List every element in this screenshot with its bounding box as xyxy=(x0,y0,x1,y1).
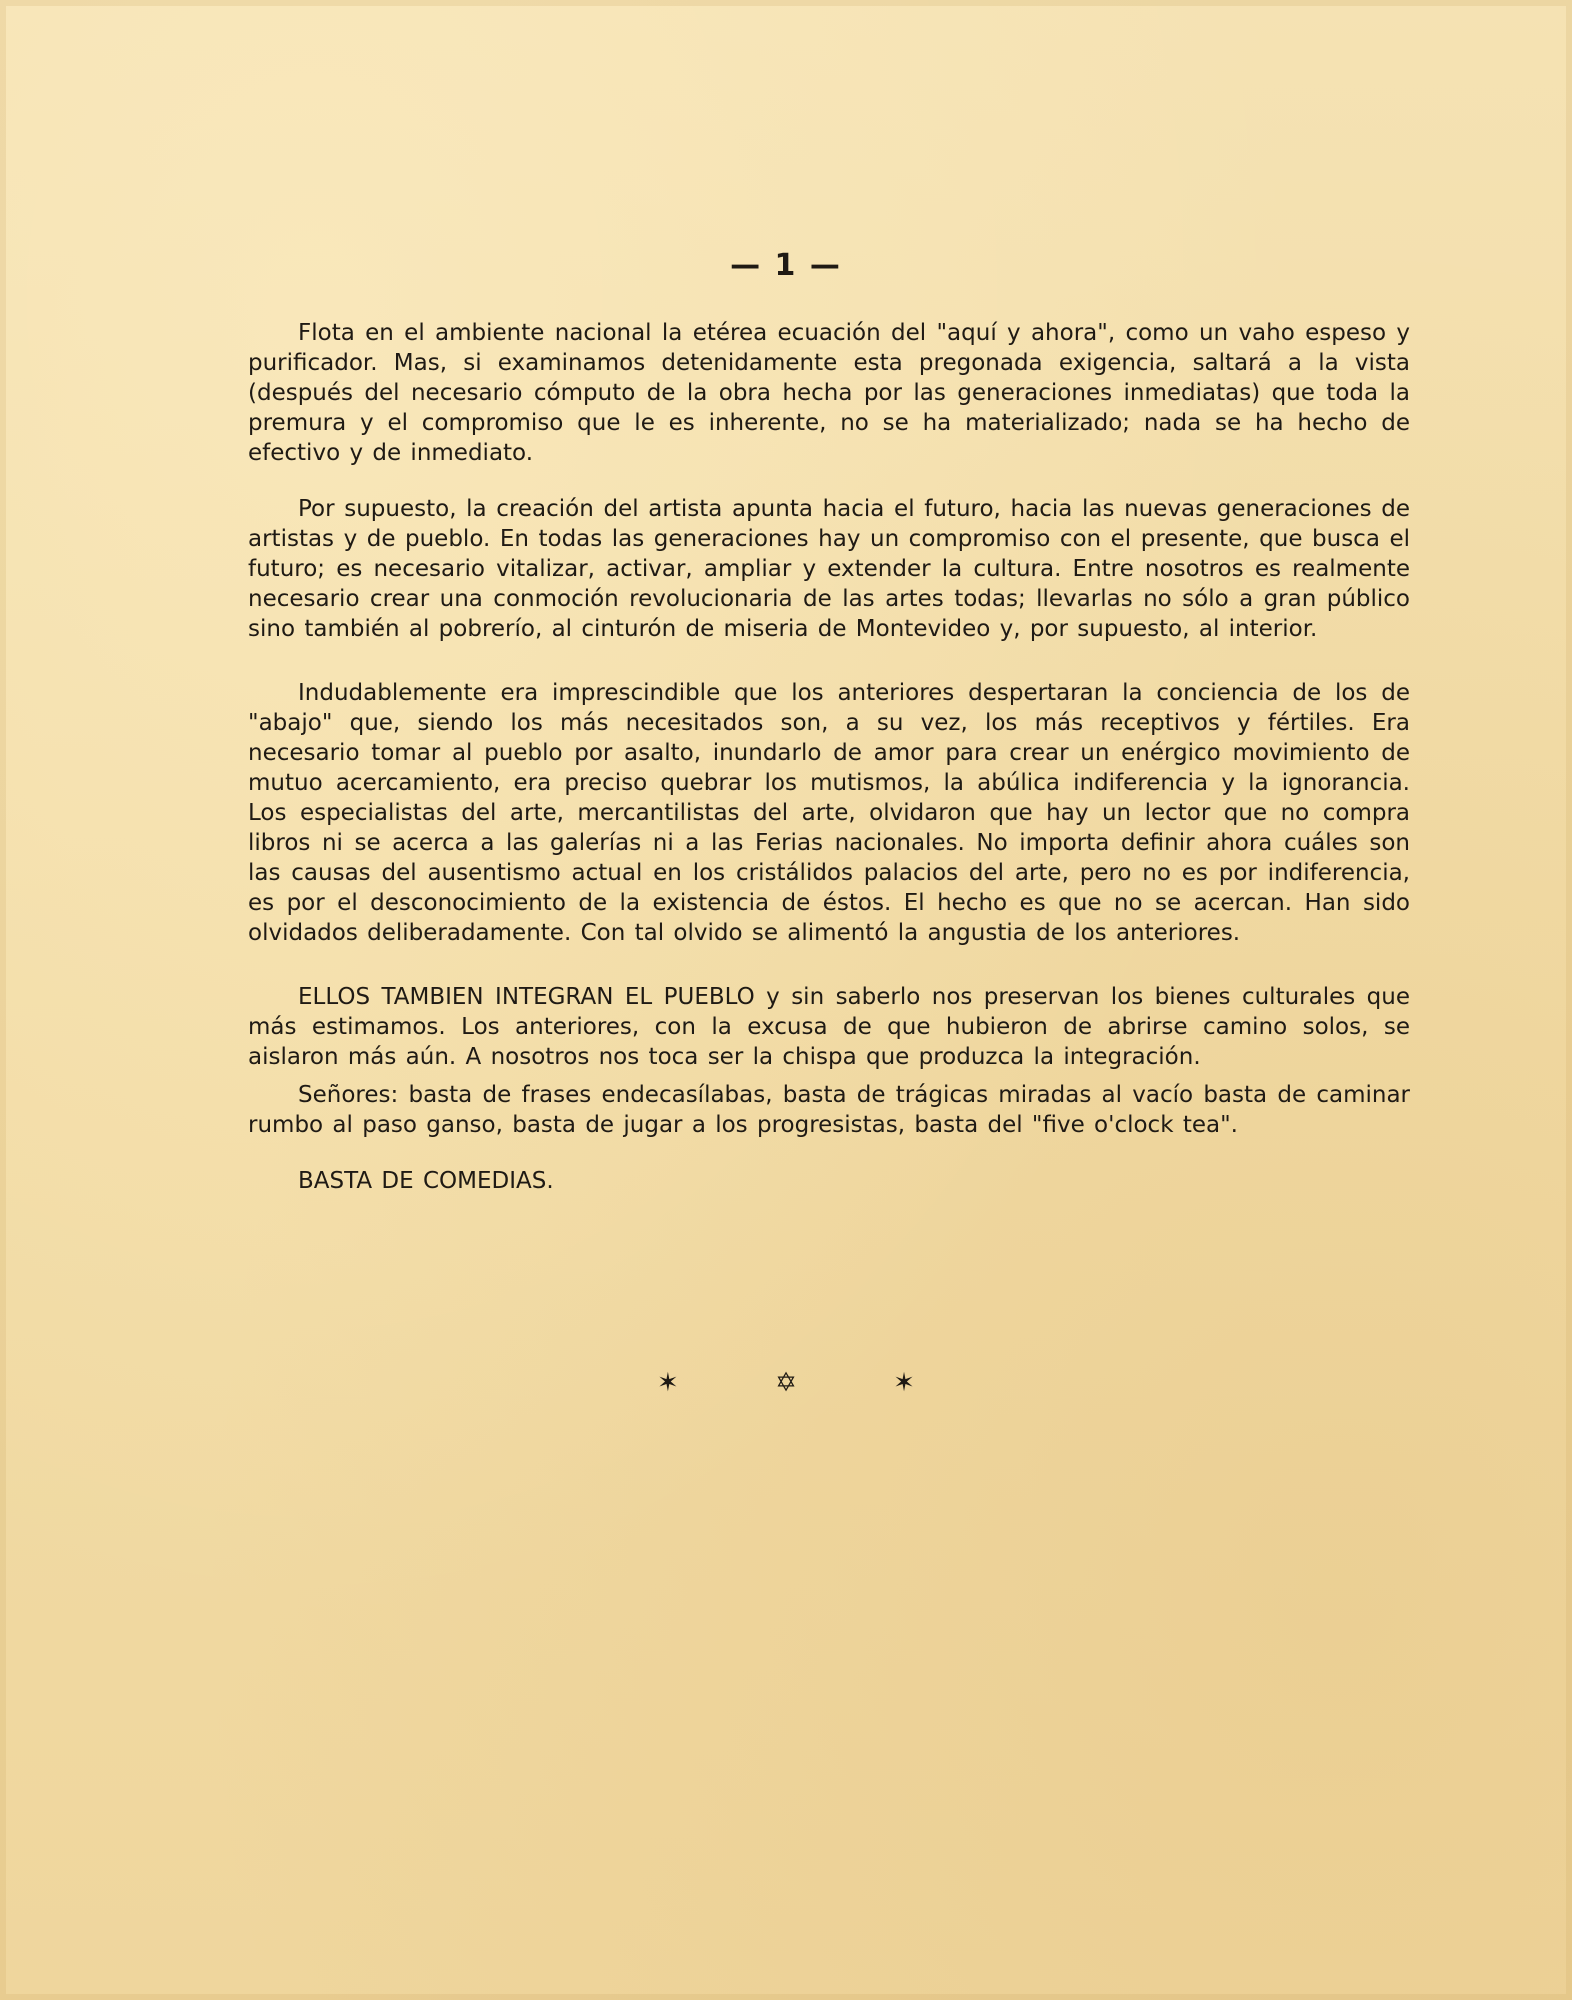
page-number: — 1 — xyxy=(730,248,842,283)
ornament-stars: ✶ ✡ ✶ xyxy=(657,1368,959,1398)
body-text xyxy=(248,318,1410,1222)
paragraph-6: BASTA DE COMEDIAS. xyxy=(298,1168,554,1194)
paragraph-3: Indudablemente era imprescindible que los anteriores despertaran la conciencia de los de "abajo" que, siendo los más necesitados son, a su vez, los más receptivos y fértiles. Era necesario tomar al pueblo por asalto, inundarlo de amor para crear un enérgico movimiento de mutuo acercamiento, era preciso quebrar los mutismos, la abúlica indiferencia y la ignorancia. Los especialistas del arte, mercantilistas del arte, olvidaron que hay un lector que no compra libros ni se acerca a las galerías ni a las Ferias nacionales. No importa definir ahora cuáles son las causas del ausentismo actual en los cristálidos palacios del arte, pero no es por indiferencia, es por el desconocimiento de la existencia de éstos. El hecho es que no se acercan. Han sido olvidados deliberadamente. Con tal olvido se alimentó la angustia de los anteriores. xyxy=(248,680,1410,946)
paragraph-2: Por supuesto, la creación del artista apunta hacia el futuro, hacia las nuevas generaciones de artistas y de pueblo. En todas las generaciones hay un compromiso con el presente, que busca el futuro; es necesario vitalizar, activar, ampliar y extender la cultura. Entre nosotros es realmente necesario crear una conmoción revolucionaria de las artes todas; llevarlas no sólo a gran público sino también al pobrerío, al cinturón de miseria de Montevideo y, por supuesto, al interior. xyxy=(248,496,1410,642)
paragraph-4: ELLOS TAMBIEN INTEGRAN EL PUEBLO y sin saberlo nos preservan los bienes culturales que más estimamos. Los anteriores, con la excusa de que hubieron de abrirse camino solos, se aislaron más aún. A nosotros nos toca ser la chispa que produzca la integración. xyxy=(248,984,1410,1070)
paragraph-1: Flota en el ambiente nacional la etérea ecuación del "aquí y ahora", como un vaho espeso y purificador. Mas, si examinamos detenidamente esta pregonada exigencia, saltará a la vista (después del necesario cómputo de la obra hecha por las generaciones inmediatas) que toda la premura y el compromiso que le es inherente, no se ha materializado; nada se ha hecho de efectivo y de inmediato. xyxy=(248,320,1410,466)
paragraph-5: Señores: basta de frases endecasílabas, basta de trágicas miradas al vacío basta de caminar rumbo al paso ganso, basta de jugar a los progresistas, basta del "five o'clock tea". xyxy=(248,1082,1410,1138)
